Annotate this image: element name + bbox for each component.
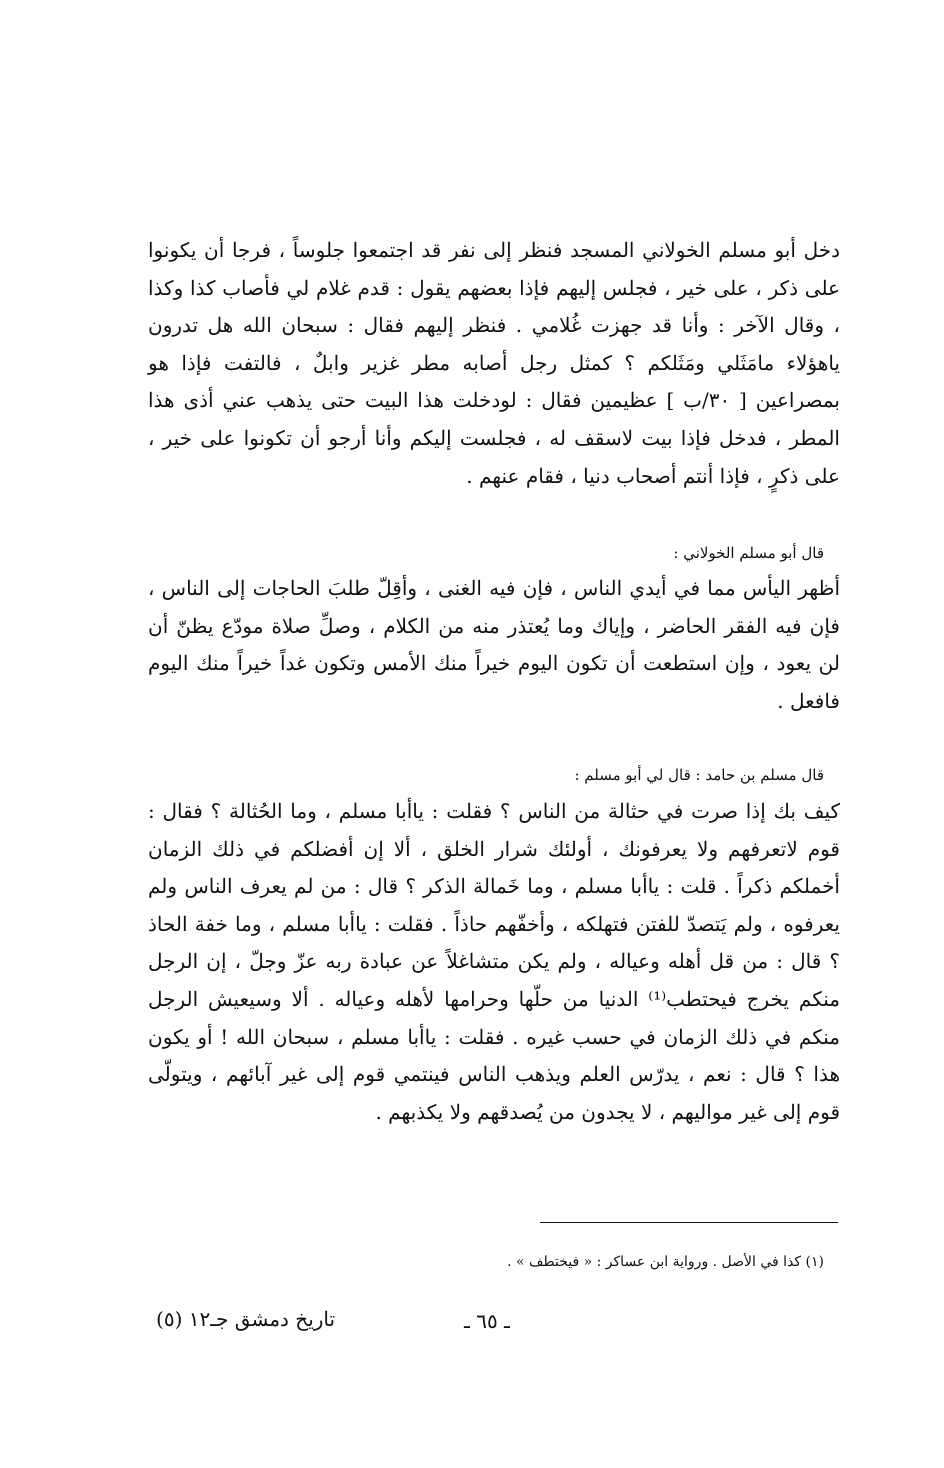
footer-book-title: تاريخ دمشق جـ١٢ (٥) (156, 1307, 336, 1331)
footnote: (١) كذا في الأصل . ورواية ابن عساكر : « فيختطف » . (507, 1254, 824, 1270)
section-heading-2: قال مسلم بن حامد : قال لي أبو مسلم : (574, 766, 824, 784)
page-number: ـ ٦٥ ـ (464, 1309, 510, 1333)
paragraph-3: كيف بك إذا صرت في حثالة من الناس ؟ فقلت : ياأبا مسلم ، وما الحُثالة ؟ فقال : قوم لاتعرفهم ولا يعرفونك ، أولئك شرار الخلق ، ألا إن أفضلكم في ذلك الزمان أخملكم ذكراً . قلت : ياأبا مسلم ، وما خَمالة الذكر ؟ قال : من لم يعرف الناس ولم يعرفوه ، ولم يَتصدّ للفتن فتهلكه ، وأخفّهم حاذاً . فقلت : ياأبا مسلم ، وما خفة الحاذ ؟ قال : من قل أهله وعياله ، ولم يكن متشاغلاً عن عبادة ربه عزّ وجلّ ، إن الرجل منكم يخرج فيحتطب⁽¹⁾ الدنيا من حلّها وحرامها لأهله وعياله . ألا وسيعيش الرجل منكم في ذلك الزمان في حسب غيره . فقلت : ياأبا مسلم ، سبحان الله ! أو يكون هذا ؟ قال : نعم ، يدرّس العلم ويذهب الناس فينتمي قوم إلى غير آبائهم ، ويتولّى قوم إلى غير مواليهم ، لا يجدون من يُصدقهم ولا يكذبهم . (148, 799, 840, 1124)
footnote-separator (540, 1222, 838, 1223)
section-heading-1: قال أبو مسلم الخولاني : (673, 544, 824, 562)
paragraph-2: أظهر اليأس مما في أيدي الناس ، فإن فيه الغنى ، وأقِلّ طلبَ الحاجات إلى الناس ، فإن فيه الفقر الحاضر ، وإياك وما يُعتذر منه من الكلام ، وصلِّ صلاة مودّع يظنّ أن لن يعود ، وإن استطعت أن تكون اليوم خيراً منك الأمس وتكون غداً خيراً منك اليوم فافعل . (148, 576, 840, 713)
paragraph-1: دخل أبو مسلم الخولاني المسجد فنظر إلى نفر قد اجتمعوا جلوساً ، فرجا أن يكونوا على ذكر ، على خير ، فجلس إليهم فإذا بعضهم يقول : قدم غلام لي فأصاب كذا وكذا ، وقال الآخر : وأنا قد جهزت غُلامي . فنظر إليهم فقال : سبحان الله هل تدرون ياهؤلاء مامَثَلي ومَثَلكم ؟ كمثل رجل أصابه مطر غزير وابلٌ ، فالتفت فإذا هو بمصراعين [ ٣٠/ب ] عظيمين فقال : لودخلت هذا البيت حتى يذهب عني أذى هذا المطر ، فدخل فإذا بيت لاسقف له ، فجلست إليكم وأنا أرجو أن تكونوا على خير ، على ذكرٍ ، فإذا أنتم أصحاب دنيا ، فقام عنهم . (148, 238, 840, 488)
